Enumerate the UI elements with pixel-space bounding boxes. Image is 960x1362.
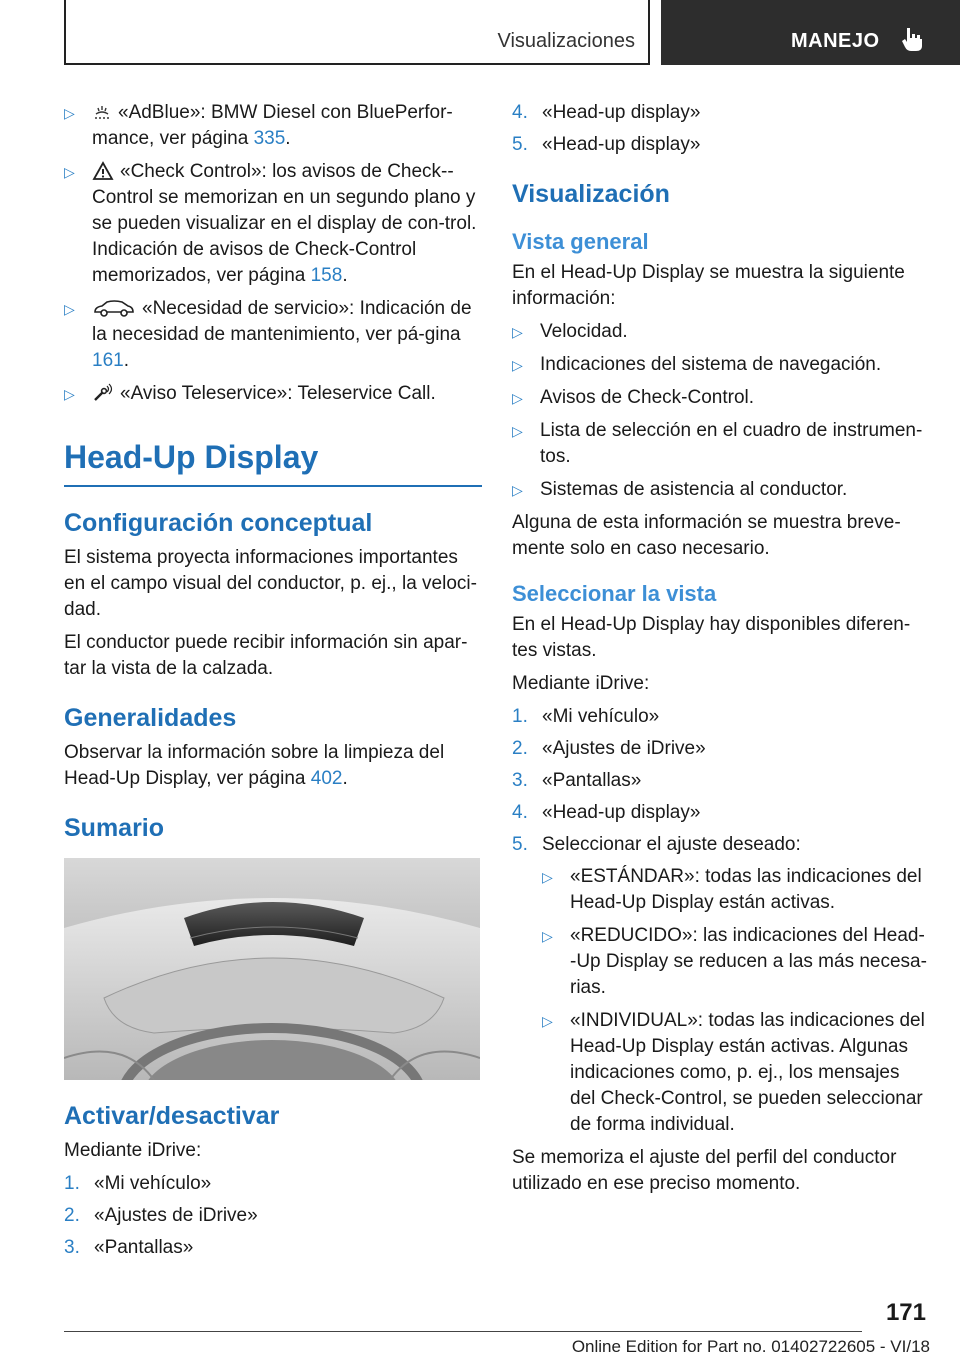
step-item bbox=[512, 100, 930, 126]
bullet-triangle-icon: ▷ bbox=[64, 105, 75, 121]
bullet-triangle-icon: ▷ bbox=[64, 301, 75, 317]
step-text: «Ajustes de iDrive» bbox=[94, 1205, 258, 1226]
steering-hand-icon bbox=[897, 24, 927, 54]
list-item bbox=[64, 159, 482, 289]
page-link[interactable]: 158 bbox=[310, 265, 343, 286]
list-item-text: Sistemas de asistencia al conductor. bbox=[540, 479, 848, 500]
step-text: Seleccionar el ajuste deseado: bbox=[542, 834, 801, 855]
step-number: 5. bbox=[512, 134, 528, 155]
header-rule bbox=[64, 63, 650, 65]
list-item-text: «Check Control»: los avisos de Check--Control se memorizan en un segundo plano y se pueden visualizar en el display de con-trol. Indicación de avisos de Check-Control memorizados, ver página bbox=[92, 161, 477, 286]
paragraph: En el Head-Up Display se muestra la siguiente información: bbox=[512, 262, 905, 309]
heading-summary: Sumario bbox=[64, 814, 165, 842]
bullet-triangle-icon: ▷ bbox=[512, 357, 523, 373]
list-item-tail: . bbox=[342, 265, 348, 286]
list-item-text: «Necesidad de servicio»: Indicación de la necesidad de mantenimiento, ver pá-gina bbox=[92, 298, 472, 345]
paragraph bbox=[64, 740, 482, 792]
bullet-triangle-icon: ▷ bbox=[542, 869, 553, 885]
heading-concept: Configuración conceptual bbox=[64, 509, 373, 537]
sub-list-item bbox=[542, 864, 930, 916]
step-text: «Head-up display» bbox=[542, 134, 701, 155]
step-item bbox=[512, 704, 930, 730]
bullet-triangle-icon: ▷ bbox=[512, 423, 523, 439]
step-text: «Pantallas» bbox=[542, 770, 642, 791]
bullet-triangle-icon: ▷ bbox=[64, 386, 75, 402]
list-item bbox=[512, 319, 930, 345]
step-number: 3. bbox=[512, 770, 528, 791]
list-item-text: Velocidad. bbox=[540, 321, 628, 342]
step-text: «Pantallas» bbox=[94, 1237, 194, 1258]
list-item-text: «AdBlue»: BMW Diesel con BluePerfor-mance, ver página bbox=[92, 102, 453, 149]
paragraph: Mediante iDrive: bbox=[64, 1140, 202, 1161]
adblue-icon bbox=[92, 102, 112, 122]
chapter-heading: Head-Up Display bbox=[64, 437, 482, 487]
chapter-title: MANEJO bbox=[791, 30, 880, 52]
paragraph: El sistema proyecta informaciones importantes en el campo visual del conductor, p. ej., la veloci-dad. bbox=[64, 547, 477, 620]
step-text: «Head-up display» bbox=[542, 802, 701, 823]
page-link[interactable]: 402 bbox=[310, 768, 343, 789]
step-number: 4. bbox=[512, 802, 528, 823]
list-item-text: Avisos de Check-Control. bbox=[540, 387, 755, 408]
step-item bbox=[512, 132, 930, 158]
step-item bbox=[64, 1171, 482, 1197]
paragraph: En el Head-Up Display hay disponibles diferen-tes vistas. bbox=[512, 614, 911, 661]
step-number: 1. bbox=[64, 1173, 80, 1194]
paragraph: El conductor puede recibir información sin apar-tar la vista de la calzada. bbox=[64, 632, 468, 679]
list-item bbox=[512, 385, 930, 411]
sub-list-item bbox=[542, 923, 930, 1001]
list-item-tail: . bbox=[123, 350, 129, 371]
step-number: 1. bbox=[512, 706, 528, 727]
header-rule-left bbox=[64, 0, 66, 65]
list-item bbox=[512, 418, 930, 470]
page-link[interactable]: 161 bbox=[92, 350, 124, 371]
car-service-icon bbox=[92, 298, 136, 318]
paragraph: Se memoriza el ajuste del perfil del conductor utilizado en ese preciso momento. bbox=[512, 1147, 897, 1194]
step-item bbox=[64, 1235, 482, 1261]
list-item-text: «INDIVIDUAL»: todas las indicaciones del Head-Up Display están activas. Algunas indicaciones como, p. ej., los mensajes del Check-Control, se pueden seleccionar de forma individual. bbox=[570, 1010, 925, 1135]
list-item-text: Lista de selección en el cuadro de instrumen-tos. bbox=[540, 420, 923, 467]
list-item bbox=[64, 296, 482, 374]
header-rule-divider bbox=[648, 0, 650, 65]
page-link[interactable]: 335 bbox=[253, 128, 286, 149]
right-column bbox=[512, 100, 930, 1204]
paragraph: Alguna de esta información se muestra breve-mente solo en caso necesario. bbox=[512, 512, 901, 559]
heading-general: Generalidades bbox=[64, 704, 237, 732]
step-item bbox=[512, 736, 930, 762]
page-number: 171 bbox=[885, 1299, 926, 1326]
step-text: «Mi vehículo» bbox=[542, 706, 660, 727]
list-item bbox=[64, 381, 482, 407]
step-item bbox=[64, 1203, 482, 1229]
step-text: «Ajustes de iDrive» bbox=[542, 738, 706, 759]
step-text: «Head-up display» bbox=[542, 102, 701, 123]
list-item bbox=[512, 352, 930, 378]
bullet-triangle-icon: ▷ bbox=[512, 482, 523, 498]
heading-overview: Vista general bbox=[512, 229, 649, 254]
step-number: 4. bbox=[512, 102, 528, 123]
footer-edition: Online Edition for Part no. 01402722605 - VI/18 bbox=[571, 1337, 930, 1356]
bullet-triangle-icon: ▷ bbox=[542, 1013, 553, 1029]
step-item bbox=[512, 800, 930, 826]
warning-triangle-icon bbox=[92, 161, 114, 181]
list-item-tail: . bbox=[285, 128, 291, 149]
list-item-text: Indicaciones del sistema de navegación. bbox=[540, 354, 882, 375]
heading-activate: Activar/desactivar bbox=[64, 1102, 280, 1130]
section-title: Visualizaciones bbox=[497, 30, 635, 52]
bullet-triangle-icon: ▷ bbox=[64, 164, 75, 180]
bullet-triangle-icon: ▷ bbox=[542, 928, 553, 944]
chapter-tab bbox=[661, 0, 960, 65]
paragraph-text: Observar la información sobre la limpieza del Head-Up Display, ver página bbox=[64, 742, 445, 789]
list-item bbox=[512, 477, 930, 503]
sub-list-item bbox=[542, 1008, 930, 1138]
step-number: 5. bbox=[512, 834, 528, 855]
list-item bbox=[64, 100, 482, 152]
heading-display: Visualización bbox=[512, 180, 670, 208]
bullet-triangle-icon: ▷ bbox=[512, 324, 523, 340]
step-number: 3. bbox=[64, 1237, 80, 1258]
left-column bbox=[64, 100, 482, 1267]
footer-rule bbox=[64, 1331, 862, 1332]
head-up-display-photo bbox=[64, 858, 480, 1080]
step-item bbox=[512, 832, 930, 858]
heading-select-view: Seleccionar la vista bbox=[512, 581, 717, 606]
step-number: 2. bbox=[64, 1205, 80, 1226]
paragraph-tail: . bbox=[342, 768, 348, 789]
step-text: «Mi vehículo» bbox=[94, 1173, 212, 1194]
bullet-triangle-icon: ▷ bbox=[512, 390, 523, 406]
wrench-signal-icon bbox=[92, 383, 114, 403]
list-item-text: «ESTÁNDAR»: todas las indicaciones del Head-Up Display están activas. bbox=[570, 866, 922, 913]
list-item-text: «Aviso Teleservice»: Teleservice Call. bbox=[120, 383, 436, 404]
step-item bbox=[512, 768, 930, 794]
list-item-text: «REDUCIDO»: las indicaciones del Head--Up Display se reducen a las más necesa-rias. bbox=[570, 925, 927, 998]
step-number: 2. bbox=[512, 738, 528, 759]
paragraph: Mediante iDrive: bbox=[512, 673, 650, 694]
